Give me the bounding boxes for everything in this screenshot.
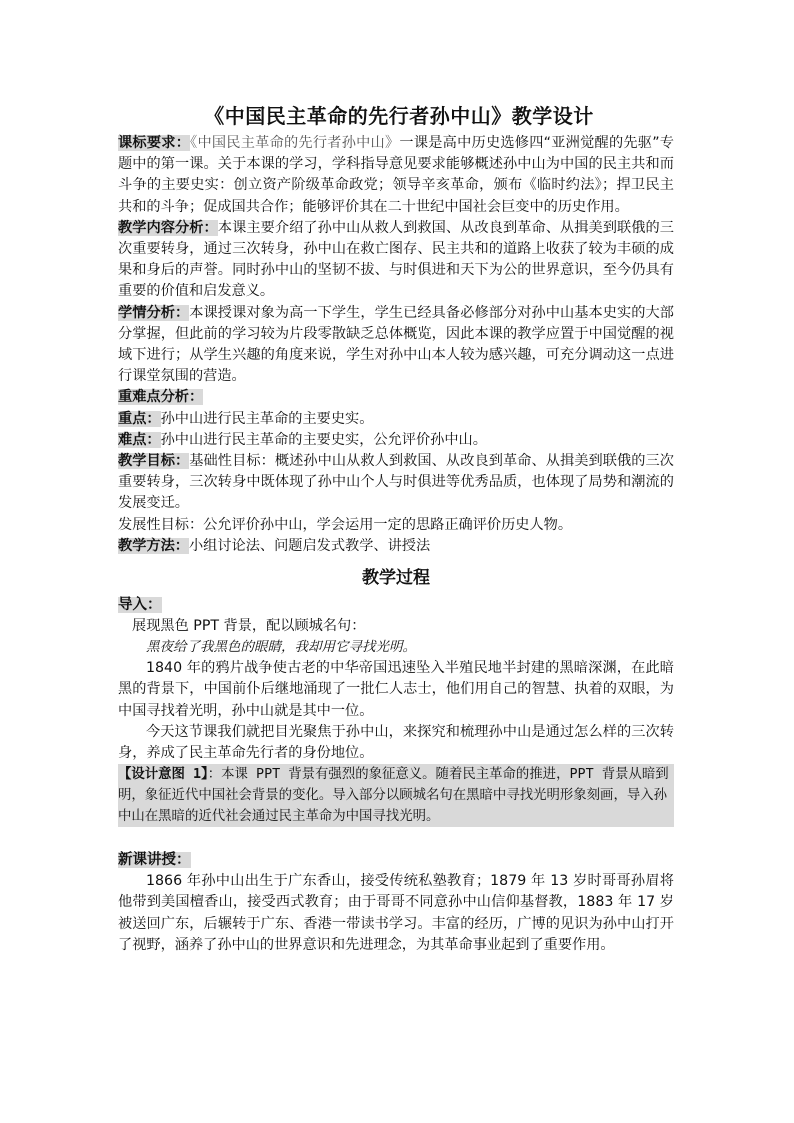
design-intent-box [118, 764, 674, 827]
new-lesson-heading [118, 849, 674, 871]
objectives-label: 教学目标： [118, 453, 190, 470]
document-page [118, 100, 674, 956]
methods-label: 教学方法： [118, 537, 189, 554]
section-spacer [118, 827, 674, 849]
curriculum-text: 一课是高中历史选修四“亚洲觉醒的先驱”专题中的第一课。关于本课的学习，学科指导意见要求能够概述孙中山为中国的民主共和而斗争的主要史实：创立资产阶级革命政党；领导辛亥革命，颁布《临时约法》；捍卫民主共和的斗争；促成国共合作；能够评价其在二十世纪中国社会巨变中的历史作用。 [118, 135, 674, 215]
objectives-basic: 基础性目标：概述孙中山从救人到救国、从改良到革命、从揖美到联俄的三次重要转身，三次转身中既体现了孙中山个人与时俱进等优秀品质，也体现了局势和潮流的发展变迁。 [118, 453, 674, 512]
key-points-section [118, 387, 674, 408]
difficult-point-label: 难点： [118, 431, 161, 448]
curriculum-label: 课标要求： [118, 135, 191, 151]
content-analysis-section [118, 218, 674, 303]
key-point-line [118, 409, 674, 430]
new-lesson-paragraph: 1866 年孙中山出生于广东香山，接受传统私塾教育；1879 年 13 岁时哥哥孙眉将他带到美国檀香山，接受西式教育；由于哥哥不同意孙中山信仰基督教，1883 年 17 岁被送回广东，后辗转于广东、香港一带读书学习。丰富的经历，广博的见识为孙中山打开了视野，涵养了孙中山的世界意识和先进理念，为其革命事业起到了重要作用。 [118, 873, 674, 953]
methods-text: 小组讨论法、问题启发式教学、讲授法 [188, 537, 431, 554]
objectives-developmental: 发展性目标：公允评价孙中山，学会运用一定的思路正确评价历史人物。 [118, 516, 573, 533]
difficult-point-text: 孙中山进行民主革命的主要史实，公允评价孙中山。 [160, 431, 487, 448]
design-intent-text: ：本课 PPT 背景有强烈的象征意义。随着民主革命的推进，PPT 背景从暗到明，象征近代中国社会背景的变化。导入部分以顾城名句在黑暗中寻找光明形象刻画，导入孙中山在黑暗的近代社会通过民主革命为中国寻找光明。 [118, 767, 669, 825]
difficult-point-line [118, 430, 674, 451]
content-analysis-text: 本课主要介绍了孙中山从救人到救国、从改良到革命、从揖美到联俄的三次重要转身，通过三次转身，孙中山在救亡图存、民主共和的道路上收获了较为丰硕的成果和身后的声誉。同时孙中山的坚韧不拔、与时俱进和天下为公的世界意识，至今仍具有重要的价值和启发意义。 [118, 219, 674, 300]
intro-label: 导入： [118, 597, 162, 614]
process-heading: 教学过程 [362, 568, 430, 589]
learner-analysis-label: 学情分析： [118, 304, 190, 321]
design-intent-label: 【设计意图 1】 [118, 767, 208, 783]
intro-heading [118, 594, 674, 616]
intro-line: 展现黑色 PPT 背景，配以顾城名句： [132, 618, 366, 635]
curriculum-section [118, 133, 674, 218]
learner-analysis-section [118, 303, 674, 388]
intro-poem: 黑夜给了我黑色的眼睛，我却用它寻找光明。 [146, 639, 416, 656]
intro-paragraph-2: 今天这节课我们就把目光聚焦于孙中山，来探究和梳理孙中山是通过怎么样的三次转身，养成了民主革命先行者的身份地位。 [118, 723, 674, 762]
methods-section [118, 536, 674, 557]
curriculum-quote: 《中国民主革命的先行者孙中山》 [190, 135, 400, 151]
content-analysis-label: 教学内容分析： [118, 219, 218, 236]
intro-paragraph-1: 1840 年的鸦片战争使古老的中华帝国迅速坠入半殖民地半封建的黑暗深渊，在此暗黑的背景下，中国前仆后继地涌现了一批仁人志士，他们用自己的智慧、执着的双眼，为中国寻找着光明，孙中山就是其中一位。 [118, 660, 674, 719]
document-title: 《中国民主革命的先行者孙中山》教学设计 [204, 104, 594, 128]
learner-analysis-text: 本课授课对象为高一下学生，学生已经具备必修部分对孙中山基本史实的大部分掌握，但此前的学习较为片段零散缺乏总体概览，因此本课的教学应置于中国觉醒的视域下进行；从学生兴趣的角度来说，学生对孙中山本人较为感兴趣，可充分调动这一点进行课堂氛围的营造。 [118, 304, 674, 385]
key-point-text: 孙中山进行民主革命的主要史实。 [160, 410, 374, 427]
key-points-heading: 重难点分析： [118, 389, 204, 406]
key-point-label: 重点： [118, 410, 161, 427]
new-lesson-label: 新课讲授： [118, 852, 191, 869]
objectives-section [118, 451, 674, 515]
